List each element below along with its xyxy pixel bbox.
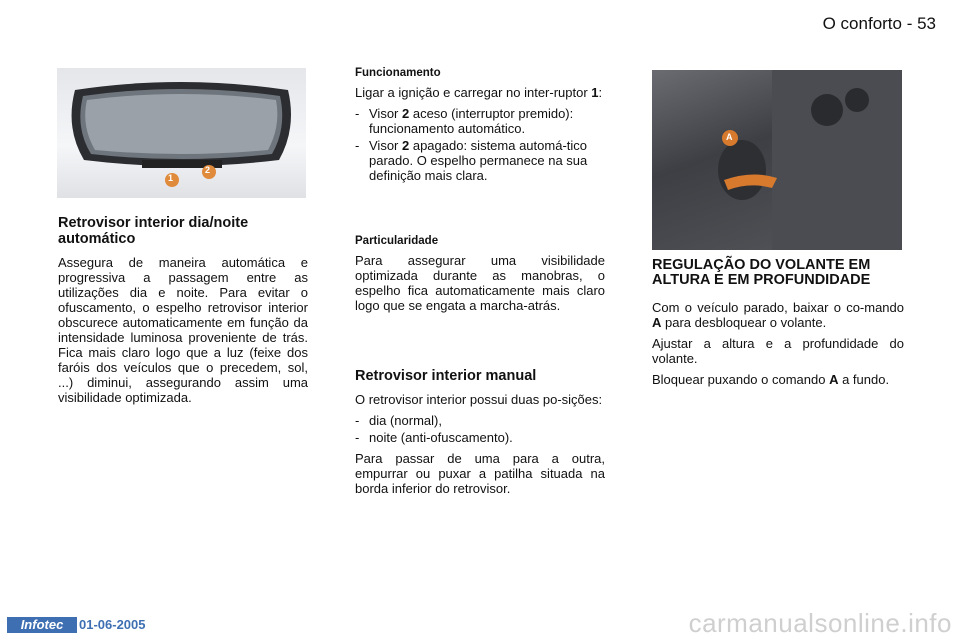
page-header: O conforto - 53	[822, 14, 936, 33]
steering-lever-illustration	[652, 70, 902, 250]
manual-intro: O retrovisor interior possui duas po-sições:	[355, 392, 603, 407]
section-title-particularidade: Particularidade	[355, 235, 439, 247]
manual-mirror-block	[355, 368, 605, 502]
footer-date: 01-06-2005	[79, 617, 146, 632]
manual-item: - noite (anti-ofuscamento).	[355, 430, 513, 445]
right-column	[652, 258, 904, 393]
funcionamento-item: - Visor 2 aceso (interruptor premido): funcionamento automático.	[355, 106, 574, 136]
steering-p1: Com o veículo parado, baixar o co-mando A para desbloquear o volante.	[652, 300, 904, 330]
middle-column	[355, 66, 605, 185]
infotec-logo: Infotec	[7, 617, 77, 633]
particularidade-block	[355, 234, 605, 319]
section-title-funcionamento: Funcionamento	[355, 67, 441, 79]
manual-item: - dia (normal),	[355, 413, 442, 428]
rearview-mirror-photo	[57, 68, 306, 198]
mirror-label-2: 2	[205, 165, 211, 175]
left-column	[58, 215, 308, 411]
watermark: carmanualsonline.info	[688, 608, 952, 638]
section-title-steering: REGULAÇÃO DO VOLANTE EM ALTURA E EM PROFUNDIDADE	[652, 257, 871, 288]
steering-p2: Ajustar a altura e a profundidade do volante.	[652, 336, 904, 366]
steering-p3: Bloquear puxando o comando A a fundo.	[652, 372, 890, 387]
funcionamento-intro: Ligar a ignição e carregar no inter-ruptor 1:	[355, 85, 603, 100]
rearview-mirror-illustration	[57, 68, 306, 198]
auto-mirror-description: Assegura de maneira automática e progressiva a passagem entre as utilizações dia e noite. Para evitar o ofuscamento, o espelho retrovisor interior obscurece automaticamente em função da intensidade luminosa proveniente de trás. Fica mais claro logo que a luz (feixe dos faróis dos veículos que o precedem, sol, ...) diminui, assegurando assim uma visibilidade optimizada.	[58, 255, 308, 405]
lever-label-a: A	[726, 132, 733, 142]
funcionamento-item: - Visor 2 apagado: sistema automá-tico parado. O espelho permanece na sua definição mais clara.	[355, 138, 588, 183]
section-title-auto-mirror: Retrovisor interior dia/noite automático	[58, 215, 249, 247]
manual-body: Para passar de uma para a outra, empurrar ou puxar a patilha situada na borda inferior do retrovisor.	[355, 451, 605, 496]
mirror-label-1: 1	[168, 173, 174, 183]
steering-lever-photo	[652, 70, 902, 250]
particularidade-body: Para assegurar uma visibilidade optimizada durante as manobras, o espelho fica automaticamente mais claro logo que se engata a marcha-atrás.	[355, 253, 605, 313]
section-title-manual-mirror: Retrovisor interior manual	[355, 368, 537, 384]
